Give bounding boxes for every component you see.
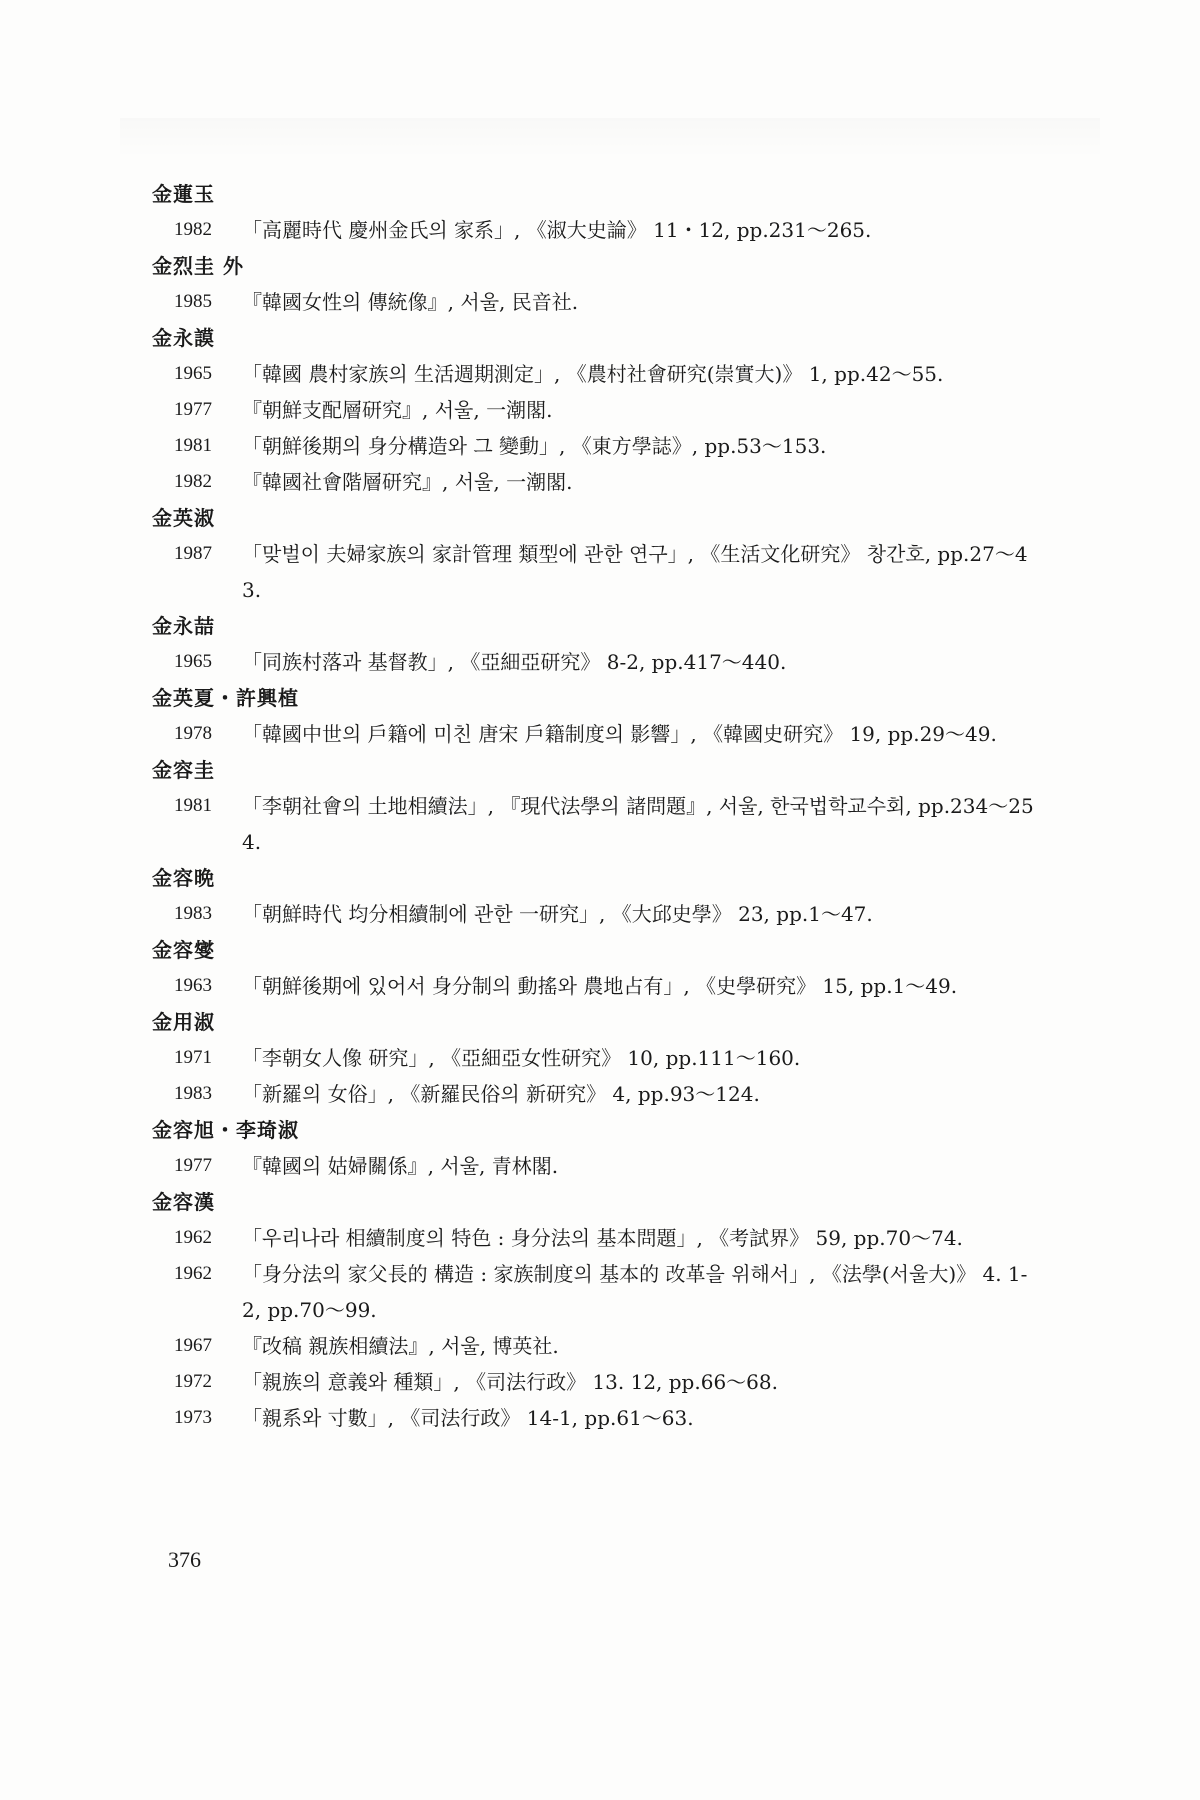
entry-citation: 「우리나라 相續制度의 特色 : 身分法의 基本問題」, 《考試界》 59, pp.70～74. <box>242 1226 963 1250</box>
bibliography-entry <box>152 1400 1052 1436</box>
entry-year: 1981 <box>174 795 212 816</box>
entry-citation: 「親族의 意義와 種類」, 《司法行政》 13. 12, pp.66～68. <box>242 1370 778 1394</box>
entry-citation: 「朝鮮後期에 있어서 身分制의 動搖와 農地占有」, 《史學研究》 15, pp.1～49. <box>242 974 958 998</box>
page-number: 376 <box>168 1547 201 1572</box>
entry-citation: 「맞벌이 夫婦家族의 家計管理 類型에 관한 연구」, 《生活文化研究》 창간호, pp.27～43. <box>242 542 1028 602</box>
entry-citation: 「親系와 寸數」, 《司法行政》 14-1, pp.61～63. <box>242 1406 694 1430</box>
entry-citation: 「新羅의 女俗」, 《新羅民俗의 新研究》 4, pp.93～124. <box>242 1082 760 1106</box>
entry-year: 1983 <box>174 1083 212 1104</box>
bibliography-entry <box>152 1256 1052 1328</box>
entry-year: 1978 <box>174 723 212 744</box>
entry-year: 1987 <box>174 543 212 564</box>
entry-year: 1973 <box>174 1407 212 1428</box>
entry-year: 1967 <box>174 1335 212 1356</box>
author-name: 金容圭 <box>152 758 215 782</box>
author-name: 金容旭・李琦淑 <box>152 1118 299 1142</box>
bibliography-entry <box>152 284 1052 320</box>
bibliography-entry <box>152 1220 1052 1256</box>
author-name: 金英淑 <box>152 506 215 530</box>
bibliography-entry <box>152 1040 1052 1076</box>
entry-year: 1963 <box>174 975 212 996</box>
bibliography-entry <box>152 896 1052 932</box>
author-name: 金蓮玉 <box>152 182 215 206</box>
bibliography-entry <box>152 1076 1052 1112</box>
entry-year: 1985 <box>174 291 212 312</box>
bibliography-entry <box>152 788 1052 860</box>
entry-citation: 「朝鮮後期의 身分構造와 그 變動」, 《東方學誌》, pp.53～153. <box>242 434 827 458</box>
entry-citation: 『韓國社會階層研究』, 서울, 一潮閣. <box>242 470 573 494</box>
bibliography-entry <box>152 716 1052 752</box>
entry-year: 1982 <box>174 219 212 240</box>
entry-citation: 「身分法의 家父長的 構造 : 家族制度의 基本的 改革을 위해서」, 《法學(서울大)》 4. 1-2, pp.70～99. <box>242 1262 1028 1322</box>
author-name: 金用淑 <box>152 1010 215 1034</box>
author-name: 金烈圭 外 <box>152 254 244 278</box>
entry-year: 1981 <box>174 435 212 456</box>
bibliography-entry <box>152 1364 1052 1400</box>
entry-year: 1965 <box>174 651 212 672</box>
bibliography-entry <box>152 1328 1052 1364</box>
bibliography-entry <box>152 212 1052 248</box>
bibliography-entry <box>152 968 1052 1004</box>
bibliography-entry <box>152 1148 1052 1184</box>
entry-citation: 『改稿 親族相續法』, 서울, 博英社. <box>242 1334 559 1358</box>
bibliography-entry <box>152 392 1052 428</box>
entry-year: 1982 <box>174 471 212 492</box>
bibliography-entry <box>152 464 1052 500</box>
entry-year: 1977 <box>174 1155 212 1176</box>
bibliography-entry <box>152 428 1052 464</box>
author-name: 金容晩 <box>152 866 215 890</box>
entry-year: 1977 <box>174 399 212 420</box>
bibliography-entry <box>152 644 1052 680</box>
entry-citation: 「韓國 農村家族의 生活週期測定」, 《農村社會研究(崇實大)》 1, pp.42～55. <box>242 362 944 386</box>
author-name: 金英夏・許興植 <box>152 686 299 710</box>
bibliography-entry <box>152 536 1052 608</box>
entry-citation: 「朝鮮時代 均分相續制에 관한 一研究」, 《大邱史學》 23, pp.1～47. <box>242 902 873 926</box>
entry-year: 1962 <box>174 1227 212 1248</box>
author-name: 金永謨 <box>152 326 215 350</box>
entry-citation: 「同族村落과 基督教」, 《亞細亞研究》 8-2, pp.417～440. <box>242 650 787 674</box>
entry-citation: 「李朝女人像 研究」, 《亞細亞女性研究》 10, pp.111～160. <box>242 1046 801 1070</box>
entry-year: 1983 <box>174 903 212 924</box>
entry-year: 1971 <box>174 1047 212 1068</box>
bibliography-entry <box>152 356 1052 392</box>
entry-citation: 「韓國中世의 戶籍에 미친 唐宋 戶籍制度의 影響」, 《韓國史研究》 19, pp.29～49. <box>242 722 997 746</box>
entry-citation: 『韓國의 姑婦關係』, 서울, 青林閣. <box>242 1154 559 1178</box>
bibliography-list <box>152 176 1052 1436</box>
author-name: 金容漢 <box>152 1190 215 1214</box>
entry-year: 1972 <box>174 1371 212 1392</box>
author-name: 金永喆 <box>152 614 215 638</box>
entry-year: 1965 <box>174 363 212 384</box>
author-name: 金容燮 <box>152 938 215 962</box>
entry-citation: 『韓國女性의 傳統像』, 서울, 民音社. <box>242 290 579 314</box>
entry-citation: 『朝鮮支配層研究』, 서울, 一潮閣. <box>242 398 553 422</box>
entry-year: 1962 <box>174 1263 212 1284</box>
scan-shadow <box>120 118 1100 158</box>
entry-citation: 「高麗時代 慶州金氏의 家系」, 《淑大史論》 11・12, pp.231～265. <box>242 218 872 242</box>
entry-citation: 「李朝社會의 土地相續法」, 『現代法學의 諸問題』, 서울, 한국법학교수회, pp.234～254. <box>242 794 1034 854</box>
